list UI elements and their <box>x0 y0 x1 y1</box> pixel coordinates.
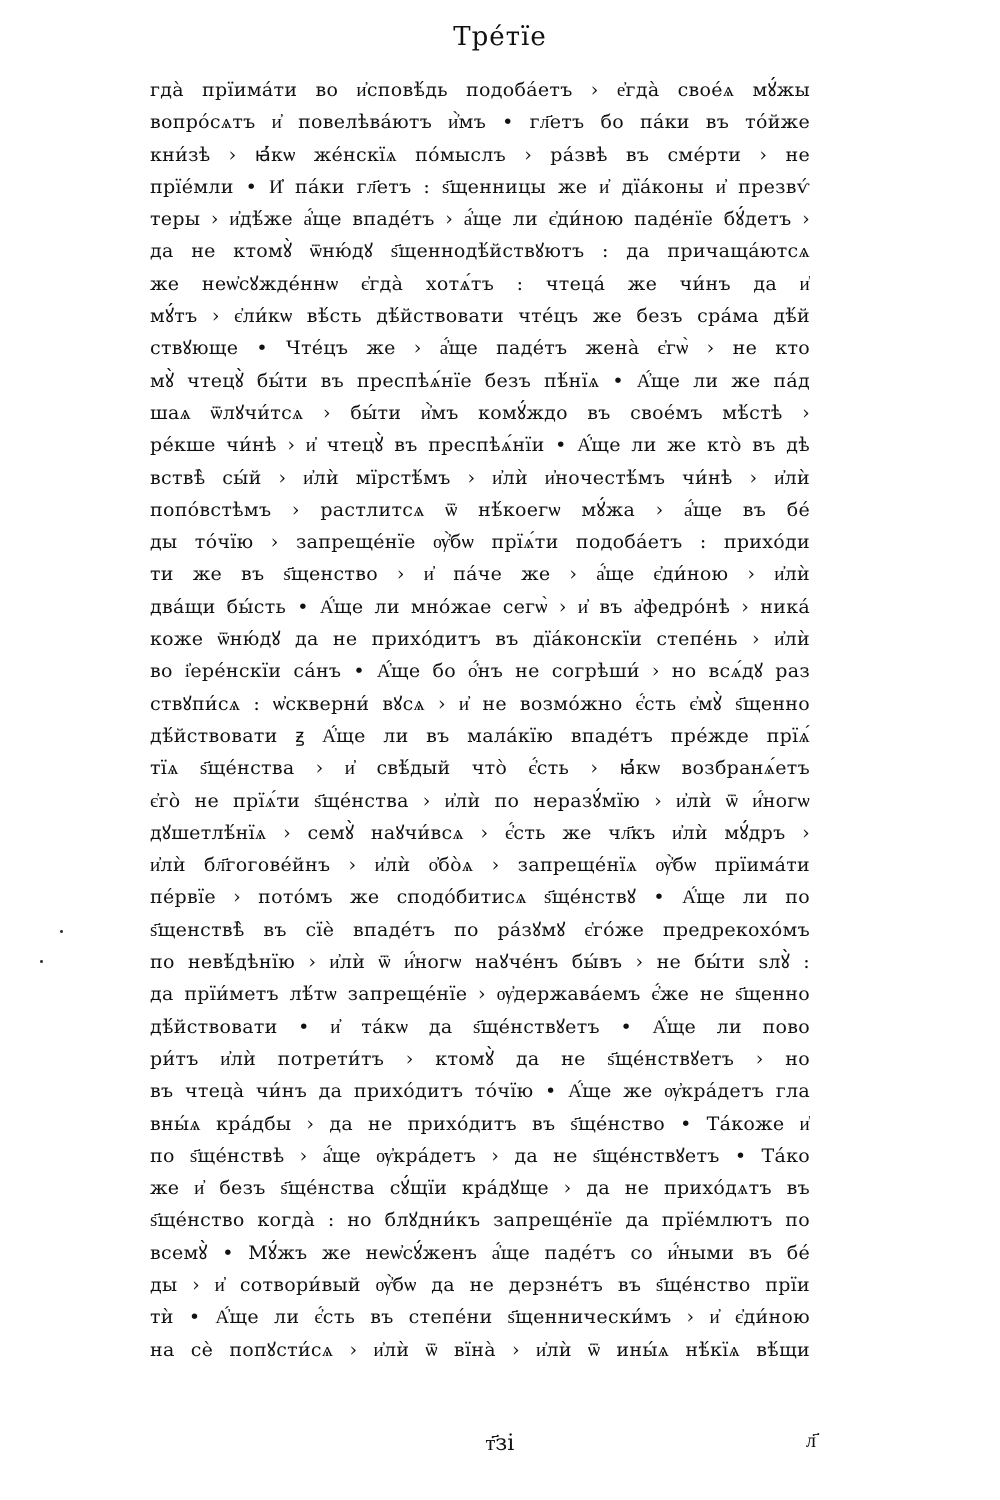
text-line: тїѧ ѕ҃ще́нства › и҆ свѣ́дый что̀ є҆́сть › ꙗ҆́кѡ возбранѧ́етъ <box>150 757 810 780</box>
text-line: по ѕ҃ще́нствѣ › а҆́ще ѹ҆кра́детъ › да не ѕ҃ще́нствꙋетъ • Та́ко <box>150 1144 810 1167</box>
text-line: ѕ҃ще́нство когда̀ : но блꙋдни́къ запреще́нїе да прїе́млютъ по <box>150 1209 810 1232</box>
text-line: же неѡ҆сꙋжде́ннѡ є҆гда̀ хотѧ́тъ : чтеца́ же чи́нъ да и҆ <box>150 272 810 295</box>
text-line: и҆лѝ бл҃гогове́йнъ › и҆лѝ о҆бо̀ѧ › запреще́нїѧ ѹ҆̀бѡ прїима́ти <box>150 854 810 877</box>
text-line: вствѣ̀ сы́й › и҆лѝ мїрстѣ́мъ › и҆лѝ и҆ночестѣ́мъ чи́нѣ › и҆лѝ <box>150 466 810 489</box>
text-line: тѝ • А҆́ще ли є҆́сть въ степе́ни ѕ҃щеннически́мъ › и҆ є҆ди́ною <box>150 1306 810 1329</box>
catchword: л҃ <box>806 1428 816 1452</box>
text-line: же и҆ безъ ѕ҃ще́нства сꙋ́щїи кра́дꙋще › да не прихо́дѧтъ въ <box>150 1177 810 1200</box>
text-line: на сѐ попꙋсти́сѧ › и҆лѝ ѿ вїна̀ › и҆лѝ ѿ ины́ѧ нѣ́кїѧ вѣ́щи <box>150 1338 810 1361</box>
text-line: мꙋ́тъ › є҆ли́кѡ вѣ́сть дѣ́йствовати чте́цъ же безъ сра́ма дѣ́й <box>150 305 810 328</box>
text-line: дꙋшетлѣ́нїѧ › семꙋ̀ наꙋчи́всѧ › є҆́сть же чл҃къ и҆лѝ мꙋ́дръ › <box>150 821 810 844</box>
text-line: да не ктомꙋ̀ ѿню́дꙋ ѕ҃щеннодѣ́йствꙋютъ : да причаща́ютсѧ <box>150 240 810 263</box>
text-line: дѣ́йствовати • и҆ та́кѡ да ѕ҃ще́нствꙋетъ • А҆́ще ли пово <box>150 1015 810 1038</box>
text-line: ды то́чїю › запреще́нїе ѹ҆̀бѡ прїѧ́ти подоба́етъ : прихо́ди <box>150 531 810 554</box>
text-line: гда̀ прїима́ти во и҆сповѣ́дь подоба́етъ › е҆гда̀ свое́ѧ мꙋ́жы <box>150 79 810 101</box>
text-line: вопро́сѧтъ и҆ повелѣва́ютъ и҆̀мъ • гл҃етъ бо па́ки въ то́йже <box>150 111 810 134</box>
text-line: кни́зѣ › ꙗ҆́кѡ же́нскїѧ по́мыслъ › ра́звѣ въ сме́рти › не <box>150 143 810 166</box>
text-line: ри́тъ и҆лѝ потрети́тъ › ктомꙋ̀ да не ѕ҃ще́нствꙋетъ › но <box>150 1047 810 1070</box>
text-line: ствꙋюще • Чте́цъ же › а҆́ще паде́тъ жена̀ є҆гѡ̀ › не кто <box>150 337 810 360</box>
text-line: по невѣ́дѣнїю › и҆лѝ ѿ и҆́ногѡ наꙋче́нъ бы́въ › не бы́ти ѕлꙋ̀ : <box>150 951 810 974</box>
text-line: попо́встѣмъ › растлитсѧ ѿ нѣ́коегѡ мꙋ́жа › а҆́ще въ бе́ <box>150 498 810 521</box>
text-line: въ чтеца̀ чи́нъ да прихо́дитъ то́чїю • А҆́ще же ѹ҆кра́детъ гла <box>150 1080 810 1103</box>
text-line: є҆го̀ не прїѧ́ти ѕ҃ще́нства › и҆лѝ по неразꙋ́мїю › и҆лѝ ѿ и҆́ногѡ <box>150 789 810 812</box>
text-line: шаѧ ѿлꙋчи́тсѧ › бы́ти и҆̀мъ комꙋ́ждо въ свое́мъ мѣ́стѣ › <box>150 401 810 424</box>
ink-speck <box>60 930 63 933</box>
text-line: ѕ҃щенствѣ̀ въ сїѐ впаде́тъ по ра́зꙋмꙋ є҆го́же предрекохо́мъ <box>150 918 810 941</box>
text-line: коже ѿню́дꙋ да не прихо́дитъ въ дїа́конскїи степе́нь › и҆лѝ <box>150 628 810 651</box>
ink-speck <box>40 960 43 963</box>
text-line: прїе́мли • И҆ па́ки гл҃етъ : ѕ҃щенницы же и҆ дїа́коны и҆ презвѵ́ <box>150 175 810 198</box>
folio-number: т҃зі <box>485 1431 515 1456</box>
text-line: ствꙋпи́сѧ : ѡ҆скверни́ вꙋсѧ › и҆ не возмо́жно є҆́сть є҆мꙋ̀ ѕ҃щенно <box>150 692 810 715</box>
text-line: да прїи́метъ лѣ́тѡ запреще́нїе › ѹ҆держава́емъ є҆́же не ѕ҃щенно <box>150 983 810 1006</box>
body-text <box>150 74 810 1366</box>
text-line: два́щи бы́сть • А҆́ще ли мно́жае сегѡ̀ › и҆ въ а҆федро́нѣ › ника́ <box>150 595 810 618</box>
text-line: ти же въ ѕ҃щенство › и҆ па́че же › а҆́ще є҆ди́ною › и҆лѝ <box>150 563 810 586</box>
text-line: дѣ́йствовати ꙃ А҆́ще ли въ мала́кїю впаде́тъ пре́жде прїѧ́ <box>150 724 810 747</box>
text-line: пе́рвїе › пото́мъ же сподо́битисѧ ѕ҃ще́нствꙋ • А҆́ще ли по <box>150 886 810 909</box>
text-line: всемꙋ̀ • Мꙋ́жъ же неѡ҆сꙋ́женъ а҆́ще паде́тъ со и҆́ными въ бе́ <box>150 1241 810 1264</box>
text-line: ре́кше чи́нѣ › и҆ чтецꙋ̀ въ преспѣѧ́нїи • А҆́ще ли же кто̀ въ дѣ <box>150 434 810 457</box>
text-line: вны́ѧ кра́дбы › да не прихо́дитъ въ ѕ҃ще́нство • Та́коже и҆ <box>150 1112 810 1135</box>
page-header: Тре́тїе <box>453 22 547 52</box>
text-line: теры › и҆дѣ́же а҆́ще впаде́тъ › а҆́ще ли є҆ди́ною паде́нїе бꙋ́детъ › <box>150 208 810 231</box>
text-line: ды › и҆ сотвори́вый ѹ҆̀бѡ да не дерзне́тъ въ ѕ҃ще́нство прїи <box>150 1273 810 1296</box>
text-line: мꙋ̀ чтецꙋ̀ бы́ти въ преспѣѧ́нїе безъ пѣ́нїѧ • А҆́ще ли же па́д <box>150 369 810 392</box>
text-line: во і҆ере́нскїи са́нъ • А҆́ще бо о҆́нъ не согрѣши́ › но всѧ́дꙋ раз <box>150 660 810 683</box>
